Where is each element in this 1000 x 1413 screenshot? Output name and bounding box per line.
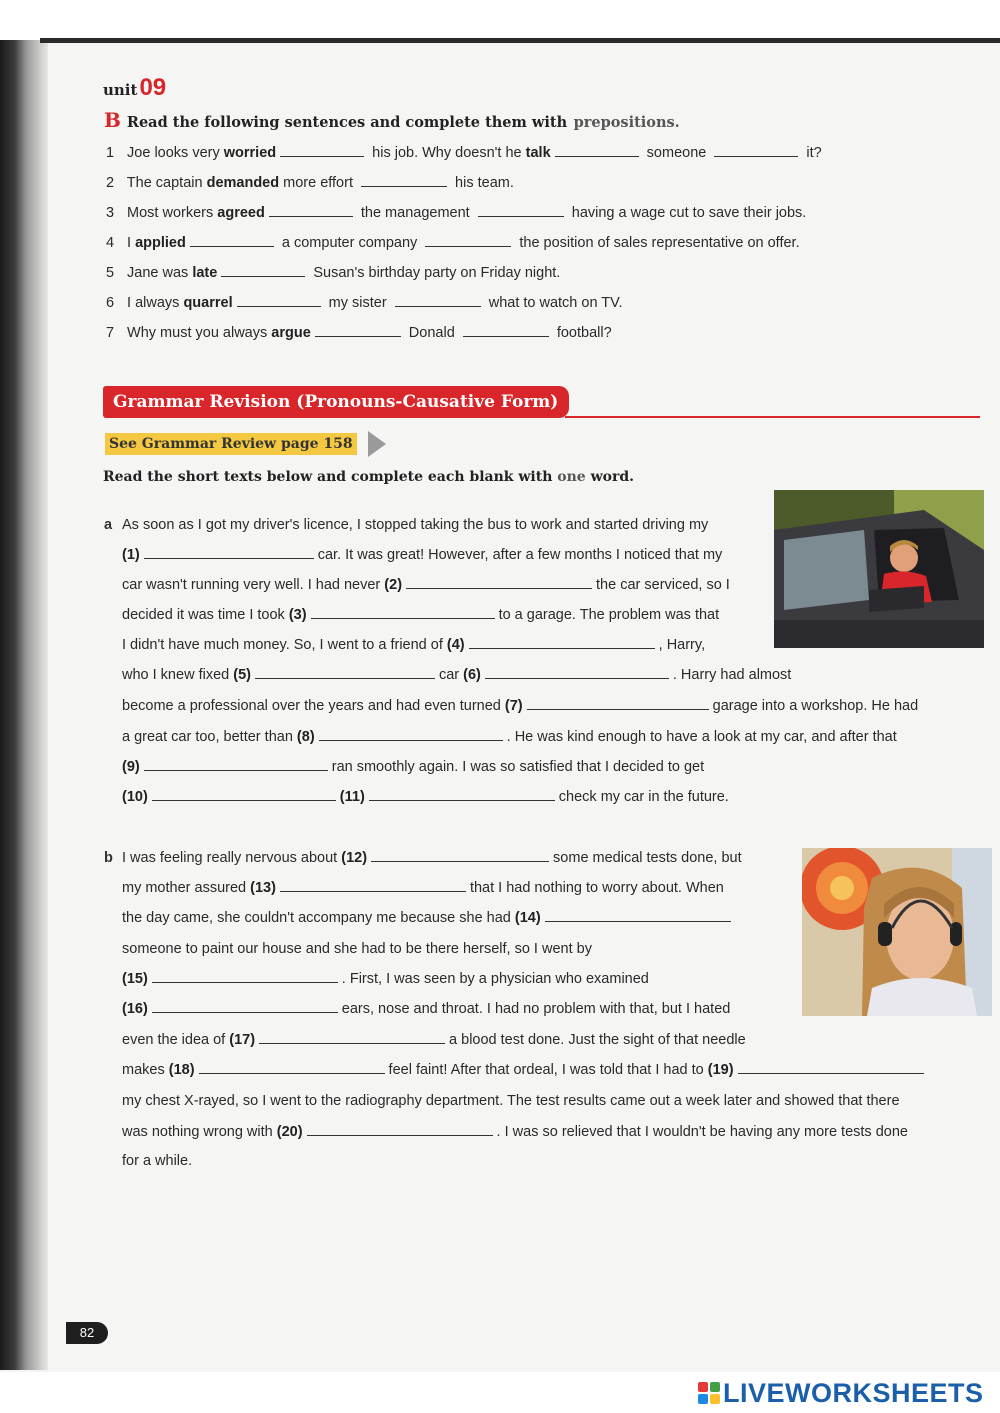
answer-blank[interactable] bbox=[545, 920, 731, 922]
text-b-line: makes (18) feel faint! After that ordeal, I was told that I had to (19) bbox=[122, 1062, 928, 1078]
unit-number: 09 bbox=[139, 74, 167, 101]
answer-blank[interactable] bbox=[144, 769, 328, 771]
answer-blank[interactable] bbox=[152, 799, 336, 801]
answer-blank[interactable] bbox=[371, 860, 549, 862]
text-a-line: car wasn't running very well. I had never (2) the car serviced, so I bbox=[122, 577, 730, 593]
text-a-line: (1) car. It was great! However, after a few months I noticed that my bbox=[122, 547, 723, 563]
text-b-line: was nothing wrong with (20) . I was so relieved that I wouldn't be having any more tests done bbox=[122, 1124, 908, 1140]
answer-blank[interactable] bbox=[269, 215, 353, 217]
text-b-line: for a while. bbox=[122, 1153, 193, 1169]
text-a-label: a bbox=[104, 517, 113, 533]
text-a-line: (10) (11) check my car in the future. bbox=[122, 789, 729, 805]
answer-blank[interactable] bbox=[478, 215, 564, 217]
texts-instruction: Read the short texts below and complete each blank with one word. bbox=[103, 469, 635, 485]
answer-blank[interactable] bbox=[555, 155, 639, 157]
answer-blank[interactable] bbox=[307, 1134, 493, 1136]
answer-blank[interactable] bbox=[738, 1072, 924, 1074]
exercise-item: 3 Most workers agreed the management having a wage cut to save their jobs. bbox=[106, 205, 807, 221]
text-b-line: the day came, she couldn't accompany me because she had (14) bbox=[122, 910, 735, 926]
answer-blank[interactable] bbox=[319, 739, 503, 741]
book-spine-shadow bbox=[0, 40, 48, 1370]
text-b-line: (16) ears, nose and throat. I had no problem with that, but I hated bbox=[122, 1001, 731, 1017]
text-b-label: b bbox=[104, 850, 113, 866]
text-a-line: who I knew fixed (5) car (6) . Harry had almost bbox=[122, 667, 792, 683]
text-a-line: a great car too, better than (8) . He was kind enough to have a look at my car, and after that bbox=[122, 729, 897, 745]
brand-text: LIVEWORKSHEETS bbox=[723, 1377, 984, 1408]
text-b-line: someone to paint our house and she had to be there herself, so I went by bbox=[122, 941, 592, 957]
answer-blank[interactable] bbox=[527, 708, 709, 710]
section-letter: B bbox=[104, 108, 121, 132]
liveworksheets-logo-icon bbox=[698, 1382, 720, 1404]
grammar-revision-banner: Grammar Revision (Pronouns-Causative Form) bbox=[103, 386, 569, 418]
reference-arrow-icon bbox=[368, 431, 386, 457]
answer-blank[interactable] bbox=[199, 1072, 385, 1074]
exercise-item: 1 Joe looks very worried his job. Why doesn't he talk someone it? bbox=[106, 145, 822, 161]
text-b-line: (15) . First, I was seen by a physician who examined bbox=[122, 971, 649, 987]
answer-blank[interactable] bbox=[280, 155, 364, 157]
exercise-item: 4 I applied a computer company the position of sales representative on offer. bbox=[106, 235, 800, 251]
text-a-line: I didn't have much money. So, I went to a friend of (4) , Harry, bbox=[122, 637, 706, 653]
answer-blank[interactable] bbox=[315, 335, 401, 337]
liveworksheets-brand[interactable] bbox=[698, 1378, 984, 1408]
answer-blank[interactable] bbox=[221, 275, 305, 277]
text-a-line: become a professional over the years and had even turned (7) garage into a workshop. He had bbox=[122, 698, 919, 714]
text-a-line: As soon as I got my driver's licence, I stopped taking the bus to work and started driving my bbox=[122, 517, 709, 533]
answer-blank[interactable] bbox=[406, 587, 592, 589]
text-b-line: even the idea of (17) a blood test done. Just the sight of that needle bbox=[122, 1032, 746, 1048]
section-instruction: Read the following sentences and complete them with bbox=[126, 114, 568, 131]
page-top-edge bbox=[40, 38, 1000, 43]
answer-blank[interactable] bbox=[144, 557, 314, 559]
answer-blank[interactable] bbox=[714, 155, 798, 157]
answer-blank[interactable] bbox=[280, 890, 466, 892]
answer-blank[interactable] bbox=[152, 981, 338, 983]
page-number: 82 bbox=[66, 1322, 108, 1344]
section-instruction-highlight: prepositions. bbox=[573, 114, 680, 131]
section-b-heading bbox=[104, 108, 680, 132]
answer-blank[interactable] bbox=[469, 647, 655, 649]
answer-blank[interactable] bbox=[237, 305, 321, 307]
exercise-item: 7 Why must you always argue Donald football? bbox=[106, 325, 612, 341]
text-b-line: my chest X-rayed, so I went to the radiography department. The test results came out a week later and showed that there bbox=[122, 1093, 900, 1109]
text-b-line: my mother assured (13) that I had nothing to worry about. When bbox=[122, 880, 724, 896]
text-b-line: I was feeling really nervous about (12) some medical tests done, but bbox=[122, 850, 742, 866]
unit-label: unit bbox=[103, 81, 138, 99]
answer-blank[interactable] bbox=[463, 335, 549, 337]
answer-blank[interactable] bbox=[259, 1042, 445, 1044]
photo-girl-with-headphones bbox=[802, 848, 992, 1016]
text-a-line: decided it was time I took (3) to a garage. The problem was that bbox=[122, 607, 720, 623]
exercise-item: 2 The captain demanded more effort his team. bbox=[106, 175, 514, 191]
answer-blank[interactable] bbox=[369, 799, 555, 801]
answer-blank[interactable] bbox=[425, 245, 511, 247]
photo-man-in-car bbox=[774, 490, 984, 648]
banner-rule bbox=[565, 416, 980, 418]
answer-blank[interactable] bbox=[485, 677, 669, 679]
exercise-item: 5 Jane was late Susan's birthday party on Friday night. bbox=[106, 265, 561, 281]
answer-blank[interactable] bbox=[361, 185, 447, 187]
answer-blank[interactable] bbox=[311, 617, 495, 619]
text-a-line: (9) ran smoothly again. I was so satisfied that I decided to get bbox=[122, 759, 705, 775]
answer-blank[interactable] bbox=[190, 245, 274, 247]
exercise-item: 6 I always quarrel my sister what to watch on TV. bbox=[106, 295, 623, 311]
answer-blank[interactable] bbox=[152, 1011, 338, 1013]
answer-blank[interactable] bbox=[395, 305, 481, 307]
grammar-reference-link[interactable]: See Grammar Review page 158 bbox=[105, 433, 357, 455]
unit-heading bbox=[103, 74, 166, 102]
answer-blank[interactable] bbox=[255, 677, 435, 679]
